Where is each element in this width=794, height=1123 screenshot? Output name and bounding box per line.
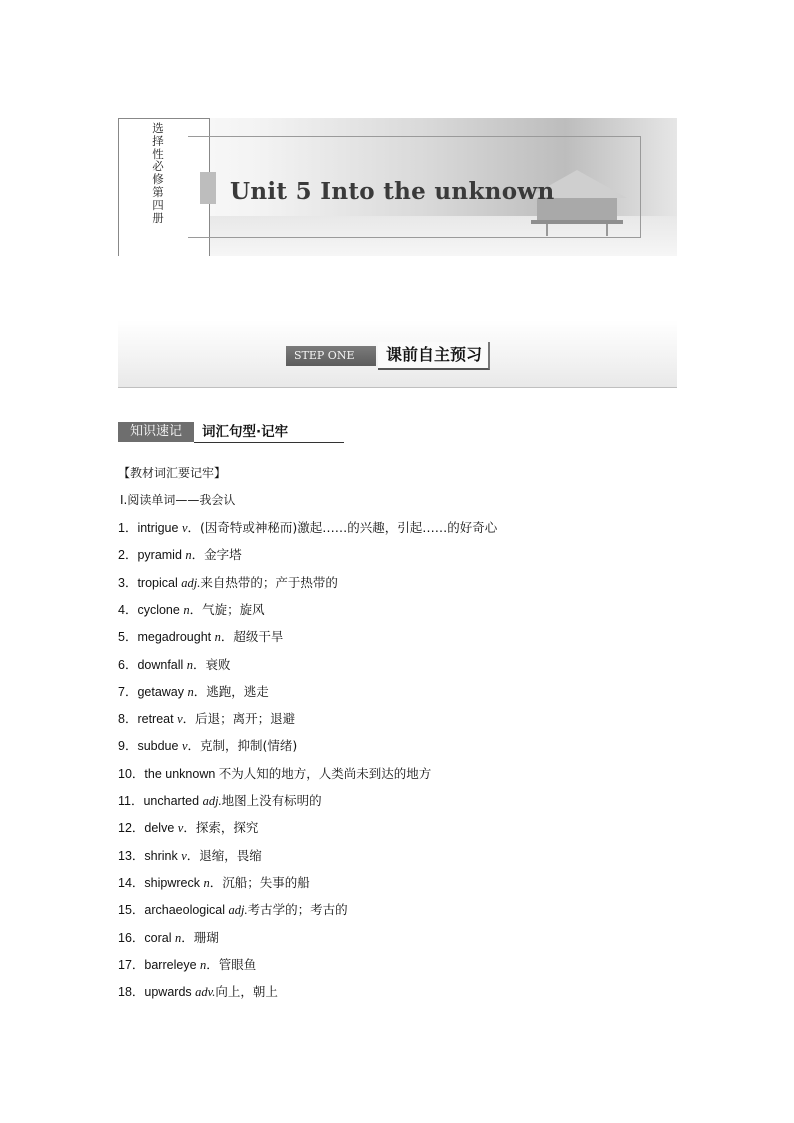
vocab-item (118, 711, 295, 727)
vocab-word: retreat (137, 712, 178, 727)
vocab-pos: v (181, 521, 188, 535)
vocab-item (118, 984, 278, 1000)
vocab-item (118, 547, 242, 563)
vocab-number: 12． (118, 821, 145, 836)
vocab-pos: adv. (195, 985, 216, 1000)
vocab-pos: v (181, 848, 187, 863)
vocab-item (118, 684, 269, 700)
step-label: STEP ONE (286, 346, 376, 366)
vocab-pos: n (203, 875, 210, 890)
vocab-item (118, 793, 322, 809)
vocab-number: 6． (118, 657, 138, 672)
vocab-number: 8． (118, 712, 138, 727)
vocab-word: cyclone (137, 602, 184, 617)
vocab-pos: v (177, 821, 184, 836)
vocab-definition: ．探索，探究 (183, 820, 259, 836)
vocab-item (118, 520, 497, 536)
vocab-definition: ．气旋；旋风 (189, 601, 265, 617)
vocab-number: 10． (118, 766, 145, 781)
vocab-definition: 来自热带的；产于热带的 (200, 574, 338, 590)
vocab-word: getaway (137, 684, 188, 699)
vocab-word: downfall (137, 657, 187, 672)
vocab-definition: ．后退；离开；退避 (182, 711, 296, 727)
vocab-word: shrink (144, 848, 182, 863)
unit-title: Unit 5 Into the unknown (230, 178, 555, 205)
vocab-definition: ．金字塔 (191, 547, 242, 563)
vocab-number: 1． (118, 521, 138, 535)
section-heading: 【教材词汇要记牢】 (118, 466, 227, 480)
vocab-number: 5． (118, 630, 138, 645)
vocab-item (118, 575, 338, 591)
vocab-pos: n (185, 548, 192, 563)
banner-top-line (118, 118, 210, 119)
vocab-definition: 不为人知的地方，人类尚未到达的地方 (218, 765, 432, 781)
volume-label: 选择性必修第四册 (152, 121, 164, 225)
vocab-number: 18． (118, 985, 145, 1000)
vocab-word: archaeological (144, 903, 229, 918)
vocab-number: 17． (118, 957, 145, 972)
vocab-pos: n (186, 657, 194, 672)
vocab-definition: ．珊瑚 (181, 929, 219, 945)
vocab-number: 15． (118, 903, 145, 918)
vocab-pos: n (187, 684, 194, 699)
vocab-item (118, 657, 231, 673)
vocab-number: 3． (118, 575, 138, 590)
vocab-item (118, 930, 219, 946)
vocab-item (118, 738, 297, 754)
step-header (118, 320, 677, 388)
step-title: 课前自主预习 (378, 342, 490, 370)
vocab-word: barreleye (144, 957, 200, 972)
vocab-pos: adj. (228, 903, 248, 918)
step-divider (118, 387, 677, 388)
vocab-word: tropical (137, 575, 182, 590)
vocab-pos: n (200, 957, 207, 972)
vocab-number: 9． (118, 739, 138, 754)
vocab-item (118, 875, 310, 891)
vocab-pos: n (183, 602, 190, 617)
vocab-pos: n (214, 630, 221, 645)
vocab-number: 13． (118, 848, 145, 863)
vocab-word: delve (144, 821, 178, 836)
vocab-definition: ．(因奇特或神秘而)激起……的兴趣，引起……的好奇心 (187, 520, 498, 535)
vocab-word: pyramid (137, 548, 186, 563)
vocab-number: 7． (118, 684, 138, 699)
vocab-word: subdue (137, 739, 182, 754)
vocab-word: the unknown (144, 766, 219, 781)
vocab-word: coral (144, 930, 175, 945)
vocab-definition: ．管眼鱼 (206, 956, 257, 972)
vocab-item (118, 957, 256, 973)
vocab-definition: ．克制，抑制(情绪) (187, 738, 298, 754)
vocab-pos: n (174, 930, 182, 945)
vocab-word: intrigue (137, 521, 182, 535)
vocab-word: megadrought (137, 630, 215, 645)
vocab-pos: v (181, 739, 188, 754)
banner-accent-bar (200, 172, 216, 204)
vocab-number: 16． (118, 930, 145, 945)
vocab-item (118, 848, 262, 864)
vocab-number: 11． (118, 794, 144, 808)
vocab-definition: ．逃跑，逃走 (193, 683, 269, 699)
unit-banner (118, 118, 677, 256)
vocab-item (118, 766, 431, 782)
vocab-number: 2． (118, 548, 138, 563)
section-subheading: Ⅰ.阅读单词——我会认 (120, 493, 236, 507)
vocab-item (118, 602, 265, 618)
vocab-definition: ．衰败 (193, 656, 231, 672)
vocab-number: 14． (118, 875, 145, 890)
vocab-word: shipwreck (144, 875, 204, 890)
vocab-definition: 向上，朝上 (215, 984, 278, 1000)
knowledge-underline (194, 442, 344, 443)
vocab-pos: adj. (181, 575, 201, 590)
vocab-item (118, 902, 348, 918)
vocab-definition: ．退缩，畏缩 (186, 847, 262, 863)
vocab-item (118, 629, 283, 645)
vocab-definition: 考古学的；考古的 (247, 902, 348, 918)
knowledge-title: 词汇句型·记牢 (202, 424, 289, 440)
vocab-definition: ．沉船；失事的船 (209, 874, 310, 890)
knowledge-tag: 知识速记 (118, 422, 194, 442)
vocab-pos: v (177, 712, 183, 727)
vocab-word: upwards (144, 985, 196, 1000)
vocab-definition: 地图上没有标明的 (221, 793, 322, 808)
vocab-number: 4． (118, 602, 138, 617)
vocab-pos: adj. (202, 794, 222, 808)
vocab-word: uncharted (143, 794, 203, 808)
vocab-item (118, 820, 258, 836)
vocab-definition: ．超级干旱 (220, 629, 284, 645)
